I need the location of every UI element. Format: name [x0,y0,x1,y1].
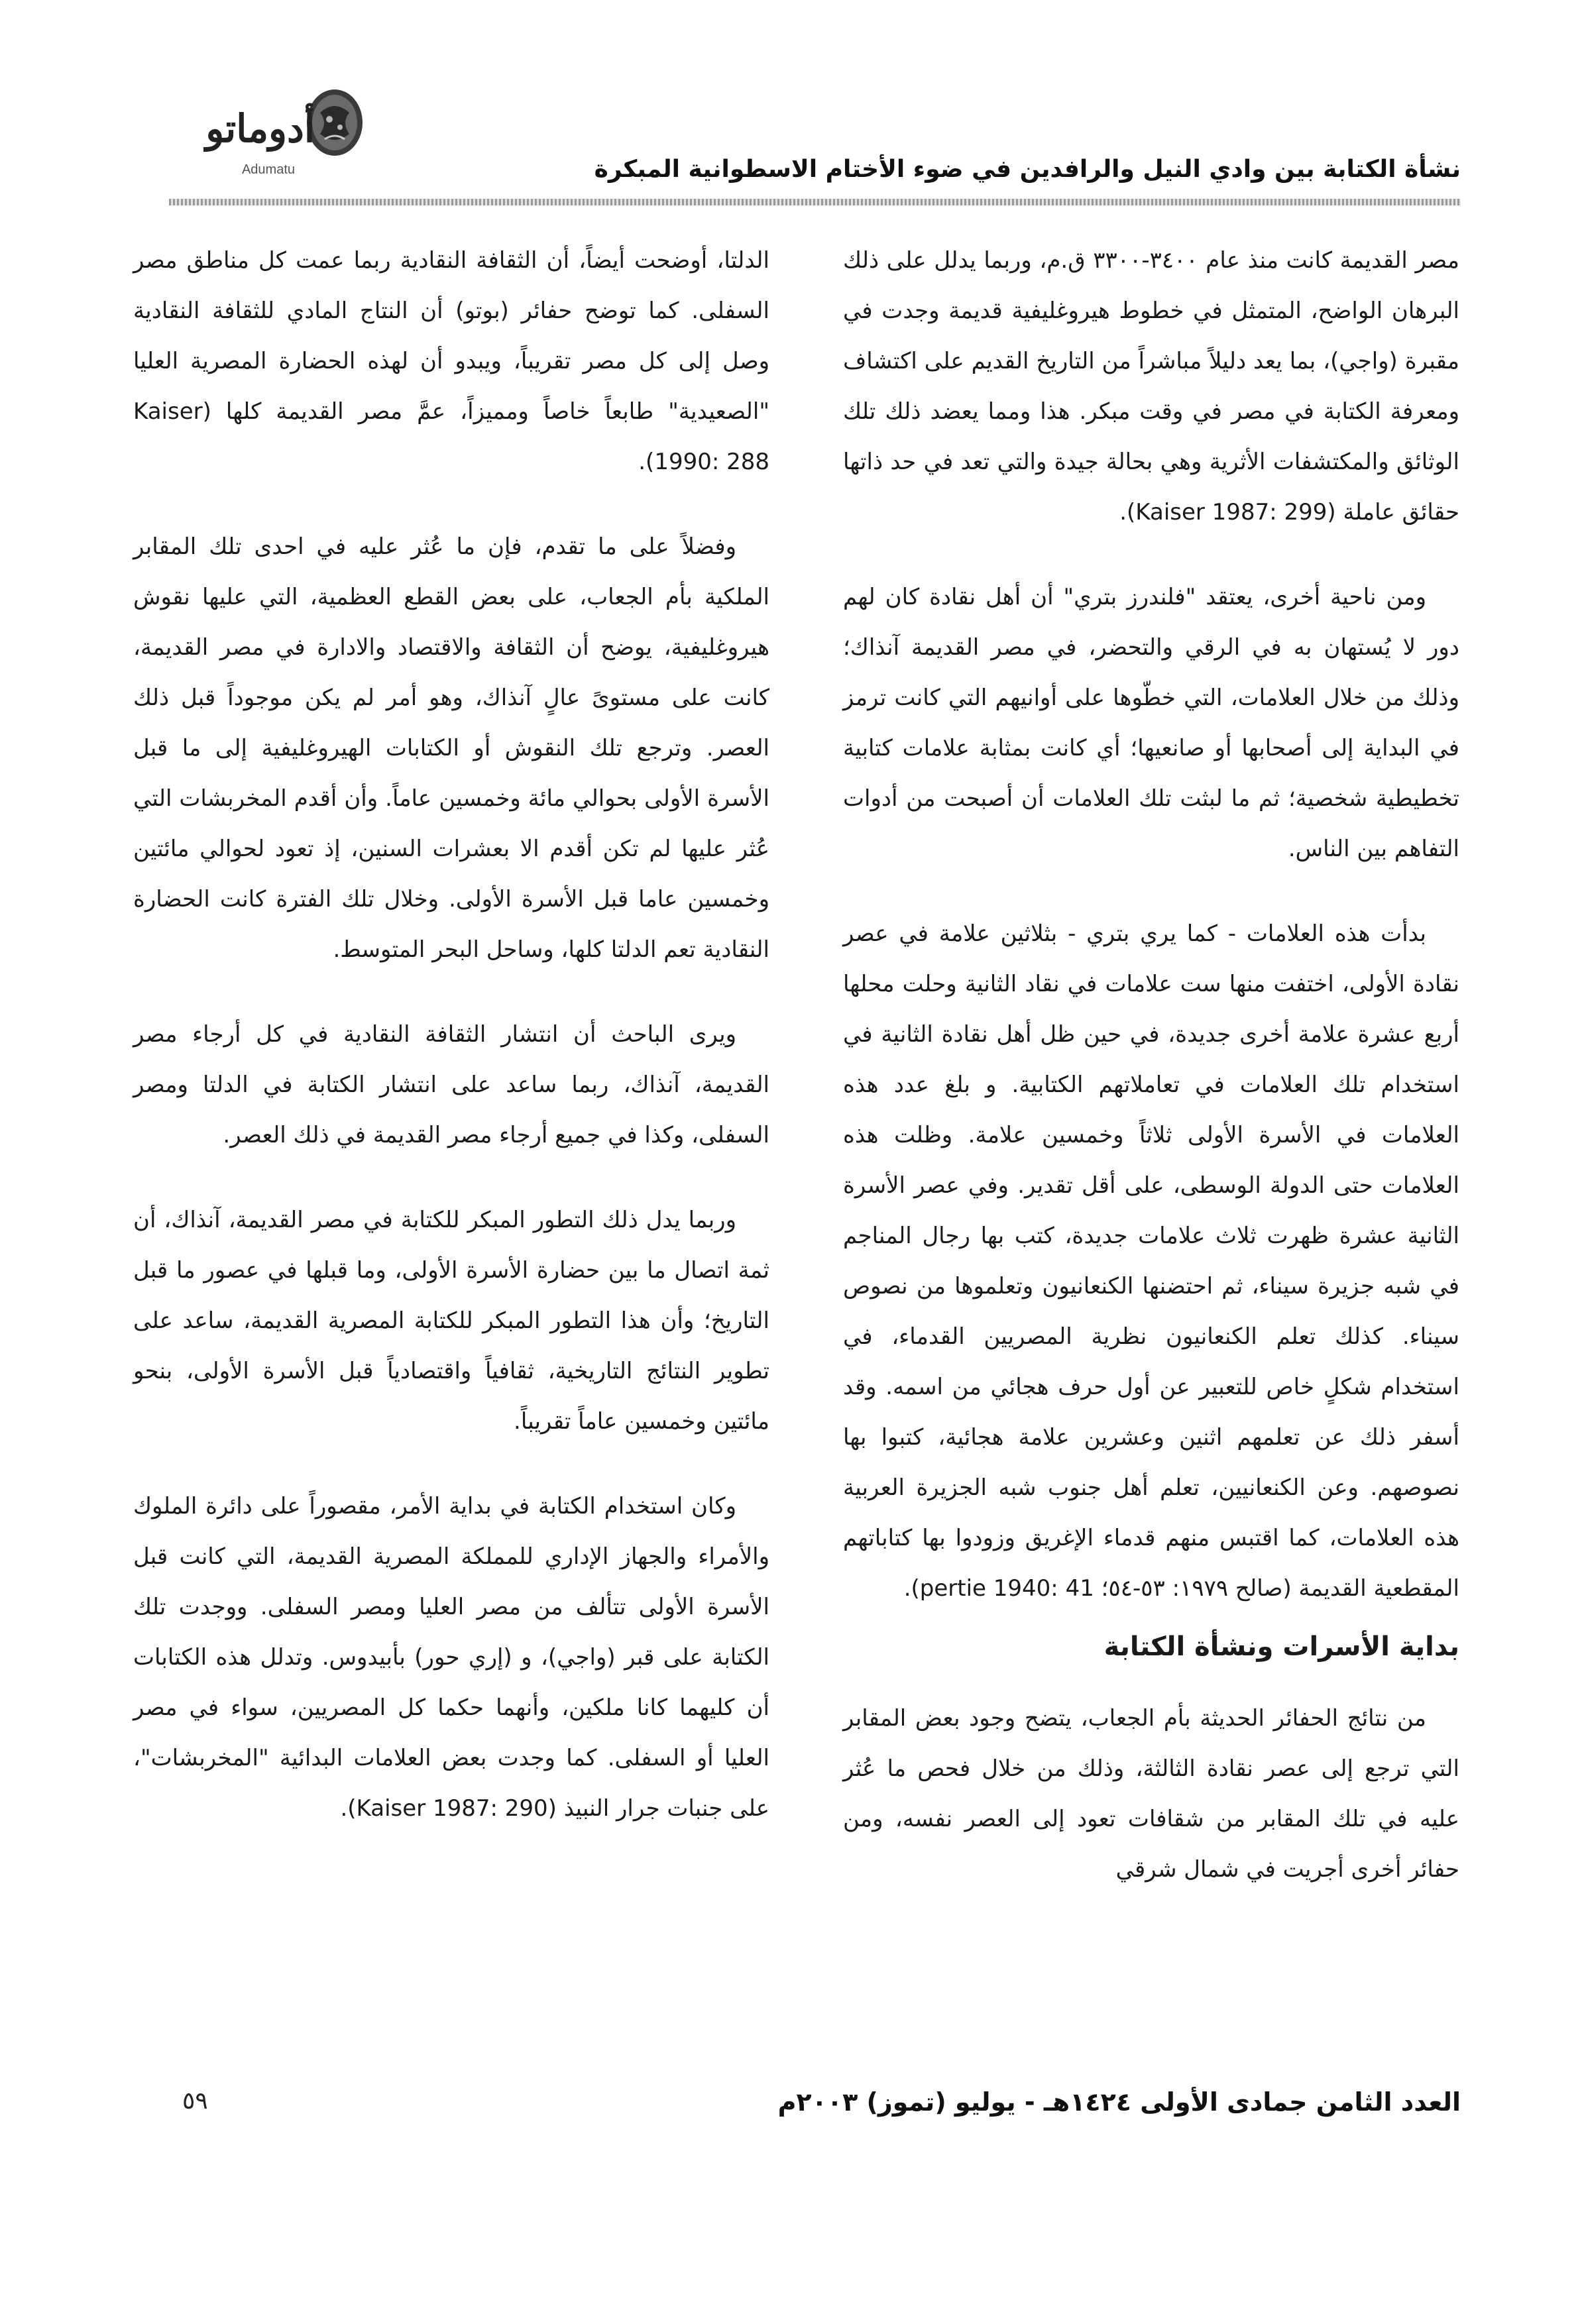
running-title: نشأة الكتابة بين وادي النيل والرافدين في ضوء الأختام الاسطوانية المبكرة [594,156,1461,183]
paragraph: من نتائج الحفائر الحديثة بأم الجعاب، يتضح وجود بعض المقابر التي ترجع إلى عصر نقادة الثالثة، وذلك من خلال فحص ما عُثر عليه في تلك المقابر من شقافات تعود إلى العصر نفسه، ومن حفائر أخرى أجريت في شمال شرقي [843,1705,1459,1883]
paragraph: ومن ناحية أخرى، يعتقد "فلندرز بتري" أن أهل نقادة كان لهم دور لا يُستهان به في الرقي والتحضر، في مصر القديمة آنذاك؛ وذلك من خلال العلامات، التي خطّوها على أوانيهم التي كانت ترمز في البداية إلى أصحابها أو صانعيها؛ أي كانت بمثابة علامات كتابية تخطيطية شخصية؛ ثم ما لبثت تلك العلامات أن أصبحت من أدوات التفاهم بين الناس. [843,584,1459,862]
section-heading: بداية الأسرات ونشأة الكتابة [1103,1632,1459,1662]
page-number: ٥٩ [182,2087,208,2115]
paragraph: الدلتا، أوضحت أيضاً، أن الثقافة النقادية ربما عمت كل مناطق مصر السفلى. كما توضح حفائر (بوتو) أن النتاج المادي للثقافة النقادية وصل إلى كل مصر تقريباً، ويبدو أن لهذه الحضارة المصرية العليا "الصعيدية" طابعاً خاصاً ومميزاً، عمَّ مصر القديمة كلها (Kaiser 1990: 288). [133,247,769,475]
paragraph: مصر القديمة كانت منذ عام ٣٤٠٠-٣٣٠٠ ق.م، وربما يدلل على ذلك البرهان الواضح، المتمثل في خطوط هيروغليفية قديمة وجدت في مقبرة (واجي)، بما يعد دليلاً مباشراً من التاريخ القديم على اكتشاف ومعرفة الكتابة في مصر في وقت مبكر. هذا ومما يعضد ذلك تلك الوثائق والمكتشفات الأثرية وهي بحالة جيدة والتي تعد في حد ذاتها حقائق عاملة (Kaiser 1987: 299). [843,247,1459,526]
header-divider [169,199,1461,205]
left-column [133,235,769,1868]
footer-issue-info: العدد الثامن جمادى الأولى ١٤٢٤هـ - يوليو (تموز) ٢٠٠٣م [777,2087,1461,2117]
paragraph: ويرى الباحث أن انتشار الثقافة النقادية في كل أرجاء مصر القديمة، آنذاك، ربما ساعد على انتشار الكتابة في الدلتا ومصر السفلى، وكذا في جميع أرجاء مصر القديمة في ذلك العصر. [133,1021,769,1148]
logo-arabic-text: أدوماتو [205,106,315,151]
right-column [843,235,1459,1929]
paragraph: وربما يدل ذلك التطور المبكر للكتابة في مصر القديمة، آنذاك، أن ثمة اتصال ما بين حضارة الأسرة الأولى، وما قبلها في عصور ما قبل التاريخ؛ وأن هذا التطور المبكر للكتابة المصرية القديمة، ساعد على تطوير النتائج التاريخية، ثقافياً واقتصادياً قبل الأسرة الأولى، بنحو مائتين وخمسين عاماً تقريباً. [133,1207,769,1435]
paragraph: وفضلاً على ما تقدم، فإن ما عُثر عليه في احدى تلك المقابر الملكية بأم الجعاب، على بعض القطع العظمية، التي عليها نقوش هيروغليفية، يوضح أن الثقافة والاقتصاد والادارة في مصر القديمة، كانت على مستوىً عالٍ آنذاك، وهو أمر لم يكن موجوداً قبل ذلك العصر. وترجع تلك النقوش أو الكتابات الهيروغليفية إلى ما قبل الأسرة الأولى بحوالي مائة وخمسين عاماً. وأن أقدم المخربشات التي عُثر عليها لم تكن أقدم الا بعشرات السنين، إذ تعود لحوالي مائتين وخمسين عاما قبل الأسرة الأولى. وخلال تلك الفترة كانت الحضارة النقادية تعم الدلتا كلها، وساحل البحر المتوسط. [133,533,769,963]
paragraph: بدأت هذه العلامات - كما يري بتري - بثلاثين علامة في عصر نقادة الأولى، اختفت منها ست علامات في نقاد الثانية وحلت محلها أربع عشرة علامة أخرى جديدة، في حين ظل أهل نقادة الثانية في استخدام تلك العلامات في تعاملاتهم الكتابية. و بلغ عدد هذه العلامات في الأسرة الأولى ثلاثاً وخمسين علامة. وظلت هذه العلامات حتى الدولة الوسطى، على أقل تقدير. وفي عصر الأسرة الثانية عشرة ظهرت ثلاث علامات جديدة، كتب بها رجال المناجم في شبه جزيرة سيناء، ثم احتضنها الكنعانيون وتعلموها من نصوص سيناء. كذلك تعلم الكنعانيون نظرية المصريين القدماء، في استخدام شكلٍ خاص للتعبير عن أول حرف هجائي من اسمه. وقد أسفر ذلك عن تعلمهم اثنين وعشرين علامة هجائية، كتبوا بها نصوصهم. وعن الكنعانيين، تعلم أهل جنوب شبه الجزيرة العربية هذه العلامات، كما اقتبس منهم قدماء الإغريق وزودوا بها كتاباتهم المقطعية القديمة (صالح ١٩٧٩: ٥٣-٥٤؛ pertie 1940: 41). [843,920,1459,1602]
journal-logo [205,80,374,192]
paragraph: وكان استخدام الكتابة في بداية الأمر، مقصوراً على دائرة الملوك والأمراء والجهاز الإداري للمملكة المصرية القديمة، التي كانت قبل الأسرة الأولى تتألف من مصر العليا ومصر السفلى. ووجدت تلك الكتابة على قبر (واجي)، و (إري حور) بأبيدوس. وتدلل هذه الكتابات أن كليهما كانا ملكين، وأنهما حكما كل المصريين، سواء في مصر العليا أو السفلى. كما وجدت بعض العلامات البدائية "المخربشات"، على جنبات جرار النبيذ (Kaiser 1987: 290). [133,1493,769,1822]
logo-latin-text: Adumatu [241,162,296,177]
